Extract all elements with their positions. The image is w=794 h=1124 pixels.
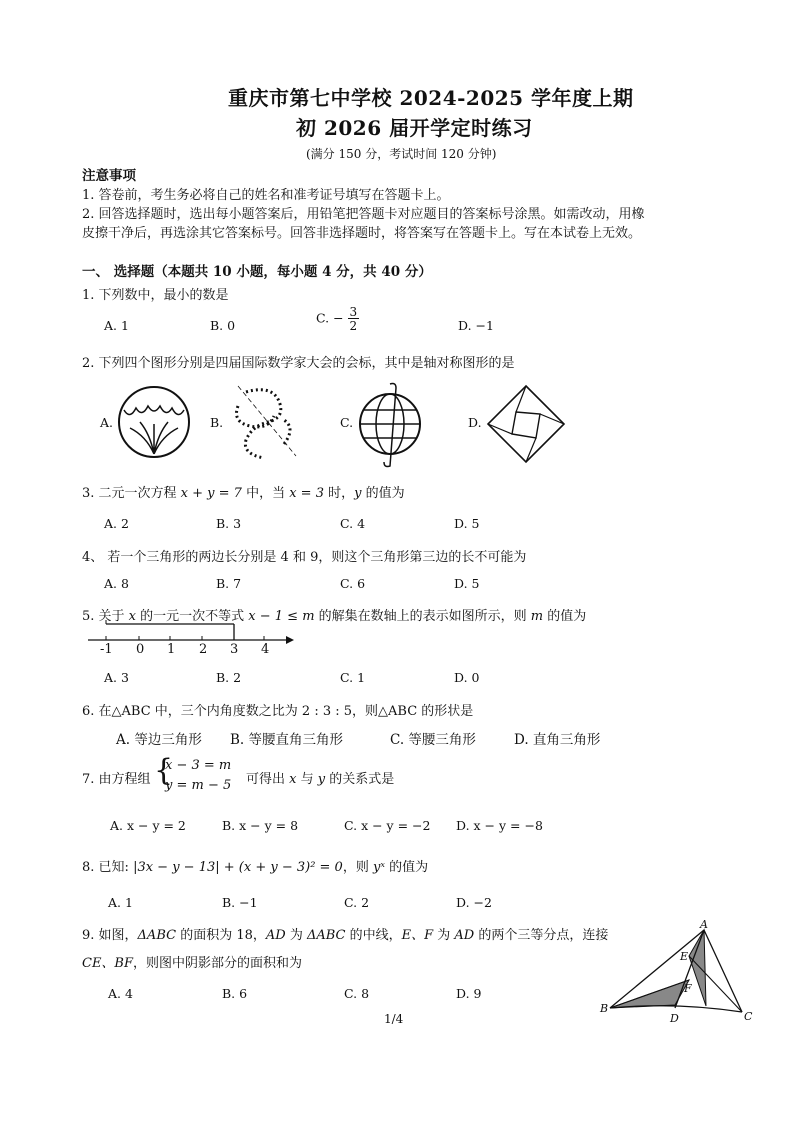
q6-stem: 6. 在△ABC 中，三个内角度数之比为 2 : 3 : 5，则△ABC 的形状是: [82, 704, 474, 719]
notice-item-1: 1. 答卷前，考生务必将自己的姓名和准考证号填写在答题卡上。: [82, 188, 450, 203]
q1-option-b: B. 0: [210, 318, 236, 333]
notice-heading: 注意事项: [82, 168, 136, 184]
q9-option-b: B. 6: [222, 986, 248, 1001]
q7-option-a: A. x − y = 2: [110, 818, 186, 833]
q9-label-b: B: [600, 1002, 609, 1015]
notice-item-2-line1: 2. 回答选择题时，选出每小题答案后，用铅笔把答题卡对应题目的答案标号涂黑。如需改动，用橡: [82, 207, 645, 222]
q4-option-c: C. 6: [340, 576, 366, 591]
q9-label-d: D: [670, 1012, 679, 1025]
q1-option-c-label: C. −: [316, 310, 344, 326]
q1-option-c: [316, 306, 359, 332]
q5-option-c: C. 1: [340, 670, 366, 685]
q6-option-d: D. 直角三角形: [514, 732, 601, 748]
q5-tick-3: 3: [230, 642, 239, 657]
q3-option-d: D. 5: [454, 516, 480, 531]
q7-option-c: C. x − y = −2: [344, 818, 431, 833]
q8-option-d: D. −2: [456, 895, 492, 910]
q8-stem: 8. 已知: |3x − y − 13| + (x + y − 3)² = 0，则 yˣ 的值为: [82, 860, 429, 875]
q7-stem-prefix: 7. 由方程组: [82, 772, 151, 787]
q9-label-c: C: [744, 1010, 753, 1023]
q3-option-b: B. 3: [216, 516, 242, 531]
q4-stem: 4、 若一个三角形的两边长分别是 4 和 9，则这个三角形第三边的长不可能为: [82, 550, 527, 565]
q2-option-c: C.: [340, 415, 354, 430]
q5-option-d: D. 0: [454, 670, 480, 685]
q6-option-c: C. 等腰三角形: [390, 732, 476, 748]
q3-option-c: C. 4: [340, 516, 366, 531]
q2-option-d: D.: [468, 415, 482, 430]
q5-tick-neg1: -1: [100, 642, 113, 657]
q2-figure-b: [224, 382, 306, 464]
q9-triangle-figure: [600, 920, 760, 1030]
q5-stem: 5. 关于 x 的一元一次不等式 x − 1 ≤ m 的解集在数轴上的表示如图所示，则 m 的值为: [82, 609, 587, 624]
q5-option-a: A. 3: [104, 670, 129, 685]
q1-option-d: D. −1: [458, 318, 494, 333]
q9-label-f: F: [684, 982, 692, 995]
q2-figure-a: [116, 384, 192, 460]
q5-option-b: B. 2: [216, 670, 242, 685]
q8-option-a: A. 1: [108, 895, 133, 910]
q8-option-c: C. 2: [344, 895, 370, 910]
q9-option-d: D. 9: [456, 986, 482, 1001]
q7-equation-2: y = m − 5: [165, 778, 232, 793]
q6-option-a: A. 等边三角形: [116, 732, 202, 748]
q4-option-b: B. 7: [216, 576, 242, 591]
q1-option-a: A. 1: [104, 318, 129, 333]
q7-brace: {: [154, 753, 174, 788]
q9-label-a: A: [700, 918, 708, 931]
q4-option-a: A. 8: [104, 576, 129, 591]
q4-option-d: D. 5: [454, 576, 480, 591]
q7-option-b: B. x − y = 8: [222, 818, 299, 833]
q2-option-a: A.: [100, 415, 114, 430]
q3-option-a: A. 2: [104, 516, 129, 531]
q6-option-b: B. 等腰直角三角形: [230, 732, 344, 748]
notice-item-2-line2: 皮擦干净后，再选涂其它答案标号。回答非选择题时，将答案写在答题卡上。写在本试卷上无效。: [82, 226, 642, 241]
q9-stem-line1: 9. 如图，ΔABC 的面积为 18，AD 为 ΔABC 的中线，E、F 为 AD 的两个三等分点，连接: [82, 928, 609, 943]
page-number: 1/4: [384, 1012, 404, 1026]
q2-stem: 2. 下列四个图形分别是四届国际数学家大会的会标，其中是轴对称图形的是: [82, 356, 515, 371]
q2-option-b: B.: [210, 415, 224, 430]
q5-tick-0: 0: [136, 642, 145, 657]
q1-option-c-fraction: $\frac{3}{2}$: [349, 305, 358, 333]
exam-title-line2: 初 2026 届开学定时练习: [296, 116, 533, 140]
q3-stem: 3. 二元一次方程 x + y = 7 中，当 x = 3 时，y 的值为: [82, 486, 405, 501]
q9-option-a: A. 4: [108, 986, 133, 1001]
q8-option-b: B. −1: [222, 895, 258, 910]
q2-figure-d: [484, 382, 568, 466]
q5-tick-2: 2: [199, 642, 208, 657]
q7-option-d: D. x − y = −8: [456, 818, 543, 833]
q9-option-c: C. 8: [344, 986, 370, 1001]
q9-label-e: E: [680, 950, 689, 963]
q7-stem-suffix: 可得出 x 与 y 的关系式是: [246, 772, 395, 787]
section-heading: 一、 选择题（本题共 10 小题，每小题 4 分，共 40 分）: [82, 264, 432, 280]
q2-figure-c: [356, 380, 428, 470]
exam-subtitle: (满分 150 分，考试时间 120 分钟): [306, 147, 497, 161]
exam-title-line1: 重庆市第七中学校 2024-2025 学年度上期: [228, 86, 634, 110]
q1-stem: 1. 下列数中，最小的数是: [82, 288, 229, 303]
q7-equation-1: x − 3 = m: [165, 758, 232, 773]
q9-stem-line2: CE、BF，则图中阴影部分的面积和为: [82, 956, 303, 971]
q5-tick-4: 4: [261, 642, 270, 657]
q5-tick-1: 1: [167, 642, 176, 657]
